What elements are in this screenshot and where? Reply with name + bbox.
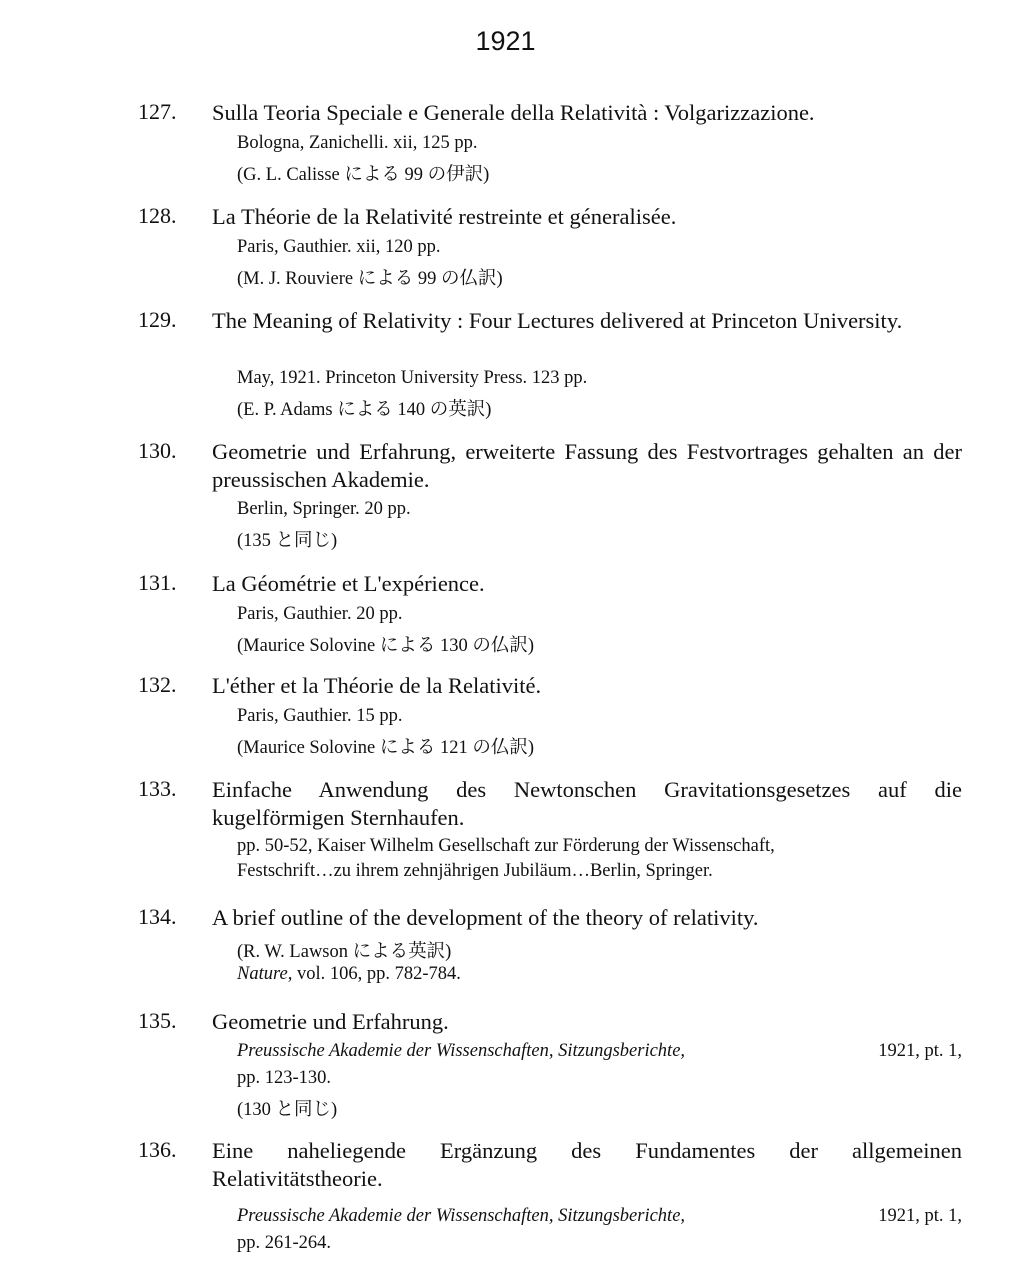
entry-note: (130 と同じ) [237, 1100, 338, 1120]
entry-title: Eine naheliegende Ergänzung des Fundamentes der allgemeinen Relativitätstheorie. [212, 1138, 962, 1191]
entry-number: 128. [138, 203, 177, 228]
entry-journal-line [237, 1206, 962, 1227]
entry-number: 129. [138, 307, 177, 332]
entry-number: 136. [138, 1137, 177, 1162]
entry-title: La Théorie de la Relativité restreinte et géneralisée. [212, 204, 677, 229]
journal-name: Nature [237, 964, 288, 984]
entry-journal-line [237, 1041, 962, 1062]
entry-translation-note: (E. P. Adams による 140 の英訳) [237, 400, 492, 420]
entry-pages: pp. 261-264. [237, 1233, 332, 1253]
entry-number: 130. [138, 438, 177, 463]
entry-number: 127. [138, 99, 177, 124]
entry-translation-note: (M. J. Rouviere による 99 の仏訳) [237, 269, 503, 289]
entry-title: La Géométrie et L'expérience. [212, 571, 485, 596]
page-header-year: 1921 [475, 26, 536, 56]
entry-publisher: pp. 50-52, Kaiser Wilhelm Gesellschaft zur Förderung der Wissenschaft, [237, 836, 775, 856]
entry-publisher: Paris, Gauthier. xii, 120 pp. [237, 237, 441, 257]
entry-title: Sulla Teoria Speciale e Generale della Relatività : Volgarizzazione. [212, 100, 815, 125]
entry-publisher: May, 1921. Princeton University Press. 123 pp. [237, 368, 588, 388]
entry-number: 135. [138, 1008, 177, 1033]
entry-translation-note: (Maurice Solovine による 130 の仏訳) [237, 636, 534, 656]
entry-title: A brief outline of the development of the theory of relativity. [212, 905, 759, 930]
entry-pages: pp. 123-130. [237, 1068, 332, 1088]
journal-name: Preussische Akademie der Wissenschaften, Sitzungsberichte, [237, 1041, 686, 1061]
entry-number: 132. [138, 672, 177, 697]
journal-volume: 1921, pt. 1, [878, 1041, 962, 1061]
entry-translation-note: (R. W. Lawson による英訳) [237, 942, 452, 962]
entry-publisher-cont: Festschrift…zu ihrem zehnjährigen Jubiläum…Berlin, Springer. [237, 861, 713, 881]
entry-title: Geometrie und Erfahrung. [212, 1009, 449, 1034]
entry-journal-line [237, 964, 461, 985]
entry-number: 133. [138, 776, 177, 801]
entry-translation-note: (135 と同じ) [237, 531, 338, 551]
entry-title: Einfache Anwendung des Newtonschen Gravitationsgesetzes auf die kugelförmigen Sternhaufen. [212, 777, 962, 830]
entry-translation-note: (G. L. Calisse による 99 の伊訳) [237, 165, 490, 185]
entry-title: Geometrie und Erfahrung, erweiterte Fassung des Festvortrages gehalten an der preussischen Akademie. [212, 439, 962, 492]
entry-title: The Meaning of Relativity : Four Lectures delivered at Princeton University. [212, 308, 903, 333]
entry-translation-note: (Maurice Solovine による 121 の仏訳) [237, 738, 534, 758]
journal-citation: , vol. 106, pp. 782-784. [287, 964, 461, 984]
journal-name: Preussische Akademie der Wissenschaften, Sitzungsberichte, [237, 1206, 686, 1226]
entry-number: 134. [138, 904, 177, 929]
entry-publisher: Paris, Gauthier. 20 pp. [237, 604, 403, 624]
entry-number: 131. [138, 570, 177, 595]
journal-volume: 1921, pt. 1, [878, 1206, 962, 1226]
entry-publisher: Paris, Gauthier. 15 pp. [237, 706, 403, 726]
entry-publisher: Bologna, Zanichelli. xii, 125 pp. [237, 133, 478, 153]
entry-title: L'éther et la Théorie de la Relativité. [212, 673, 542, 698]
entry-publisher: Berlin, Springer. 20 pp. [237, 499, 411, 519]
